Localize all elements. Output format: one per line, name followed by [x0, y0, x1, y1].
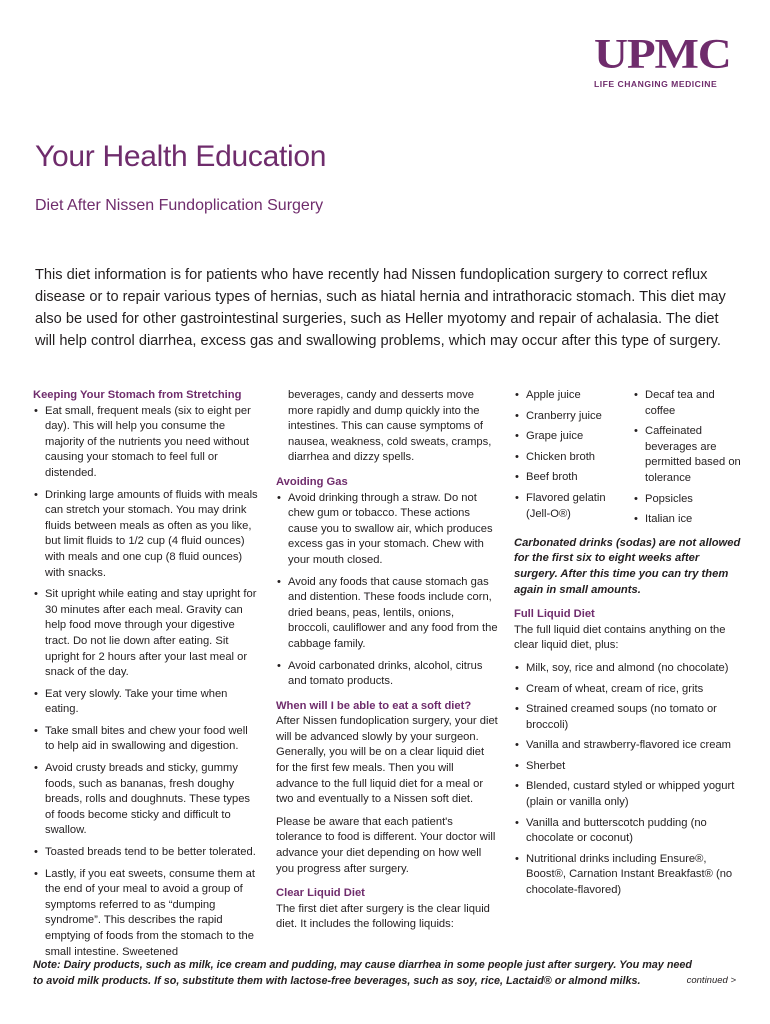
list-item: • Caffeinated beverages are permitted based on tolerance [633, 424, 744, 486]
list-item: • Cranberry juice [514, 409, 625, 425]
stomach-tips-list [33, 404, 258, 961]
clear-liquid-list-a [514, 388, 625, 533]
page-title: Your Health Education [35, 140, 327, 173]
column-2 [276, 388, 498, 940]
list-item: • Avoid any foods that cause stomach gas and distention. These foods include corn, dried beans, peas, lentils, onions, broccoli, cauliflower and any food from the cabbage family. [276, 575, 498, 653]
gas-tips-list [276, 491, 498, 690]
list-item: • Avoid drinking through a straw. Do not chew gum or tobacco. These actions cause you to swallow air, which produces excess gas in your stomach. Chew with your mouth closed. [276, 491, 498, 569]
logo-wordmark: UPMC [594, 32, 731, 78]
page-subtitle: Diet After Nissen Fundoplication Surgery [35, 197, 324, 214]
full-liquid-text: The full liquid diet contains anything on the clear liquid diet, plus: [514, 623, 726, 652]
list-item: • Cream of wheat, cream of rice, grits [514, 682, 744, 698]
list-item: • Apple juice [514, 388, 625, 404]
list-item: • Vanilla and strawberry-flavored ice cream [514, 738, 744, 754]
list-item: • Sit upright while eating and stay upright for 30 minutes after each meal. Gravity can help food move through your digestive tract. Do not lie down after eating. Sit upright for 2 hours after your last meal or snack of the day. [33, 587, 258, 681]
list-item: • Toasted breads tend to be better tolerated. [33, 845, 258, 861]
carbonated-drinks-note: Carbonated drinks (sodas) are not allowed for the first six to eight weeks after surgery. After this time you can try them again in small amounts. [514, 536, 741, 596]
list-item: • Flavored gelatin (Jell-O®) [514, 491, 625, 522]
continued-label: continued > [686, 975, 736, 986]
section-heading-full-liquid: Full Liquid Diet [514, 608, 595, 621]
list-item: • Take small bites and chew your food well to help aid in swallowing and digestion. [33, 724, 258, 755]
list-item: • Milk, soy, rice and almond (no chocolate) [514, 661, 744, 677]
list-item: • Blended, custard styled or whipped yogurt (plain or vanilla only) [514, 779, 744, 810]
soft-diet-paragraph-2: Please be aware that each patient's tolerance to food is different. Your doctor will advance your diet depending on how well you progress after surgery. [276, 815, 496, 875]
clear-liquid-text: The first diet after surgery is the clear liquid diet. It includes the following liquids: [276, 902, 490, 931]
section-heading-clear-liquid: Clear Liquid Diet [276, 887, 365, 900]
list-item: • Sherbet [514, 759, 744, 775]
list-item: • Eat small, frequent meals (six to eight per day). This will help you consume the majority of the nutrients you need without causing your stomach to feel full or distended. [33, 404, 258, 482]
list-item: • Beef broth [514, 470, 625, 486]
list-item: • Italian ice [633, 512, 744, 528]
list-item: • Avoid carbonated drinks, alcohol, citrus and tomato products. [276, 659, 498, 690]
column-1 [33, 388, 258, 966]
list-item: • Lastly, if you eat sweets, consume them at the end of your meal to avoid a group of symptoms referred to as “dumping syndrome”. This describes the rapid emptying of foods from the stomach to the small intestine. Sweetened [33, 867, 258, 961]
list-item: • Chicken broth [514, 450, 625, 466]
full-liquid-list [514, 661, 744, 899]
list-item: • Decaf tea and coffee [633, 388, 744, 419]
list-item: • Popsicles [633, 492, 744, 508]
logo-tagline: LIFE CHANGING MEDICINE [594, 79, 718, 89]
clear-liquid-lists [514, 388, 744, 533]
intro-paragraph: This diet information is for patients who have recently had Nissen fundoplication surgery to correct reflux disease or to repair various types of hernias, such as hiatal hernia and intrathoracic stomach. This diet may also be used for other gastrointestinal surgeries, such as Heller myotomy and repair of achalasia. The diet will help control diarrhea, excess gas and swallowing problems, which may occur after this type of surgery. [35, 267, 726, 349]
list-item: • Avoid crusty breads and sticky, gummy foods, such as bananas, fresh doughy breads, rolls and doughnuts. These types of foods become sticky and difficult to swallow. [33, 761, 258, 839]
soft-diet-paragraph-1: After Nissen fundoplication surgery, your diet will be advanced slowly by your surgeon. Generally, you will be on a clear liquid diet for the first few meals. Then you will advance to the full liquid diet for a meal or two and eventually to a Nissen soft diet. [276, 715, 498, 806]
section-heading-stomach: Keeping Your Stomach from Stretching [33, 389, 242, 401]
dumping-syndrome-continuation: beverages, candy and desserts move more rapidly and dump quickly into the intestines. This can cause symptoms of nausea, weakness, cold sweats, cramps, diarrhea and dizzy spells. [288, 389, 492, 464]
clear-liquid-list-b [633, 388, 744, 533]
list-item: • Grape juice [514, 429, 625, 445]
section-heading-soft-diet: When will I be able to eat a soft diet? [276, 699, 472, 712]
list-item: • Drinking large amounts of fluids with meals can stretch your stomach. You may drink fluids between meals as often as you like, but limit fluids to 1/2 cup (4 fluid ounces) with meals and one cup (8 fluid ounces) with snacks. [33, 488, 258, 582]
list-item: • Eat very slowly. Take your time when eating. [33, 687, 258, 718]
column-3 [514, 388, 744, 904]
list-item: • Strained creamed soups (no tomato or broccoli) [514, 702, 744, 733]
list-item: • Nutritional drinks including Ensure®, Boost®, Carnation Instant Breakfast® (no chocolate-flavored) [514, 852, 744, 899]
dairy-note: Note: Dairy products, such as milk, ice cream and pudding, may cause diarrhea in some people just after surgery. You may need to avoid milk products. If so, substitute them with lactose-free beverages, such as soy, rice, Lactaid® or almond milks. [33, 959, 693, 987]
upmc-logo [594, 34, 740, 89]
list-item: • Vanilla and butterscotch pudding (no chocolate or coconut) [514, 816, 744, 847]
section-heading-gas: Avoiding Gas [276, 475, 348, 488]
